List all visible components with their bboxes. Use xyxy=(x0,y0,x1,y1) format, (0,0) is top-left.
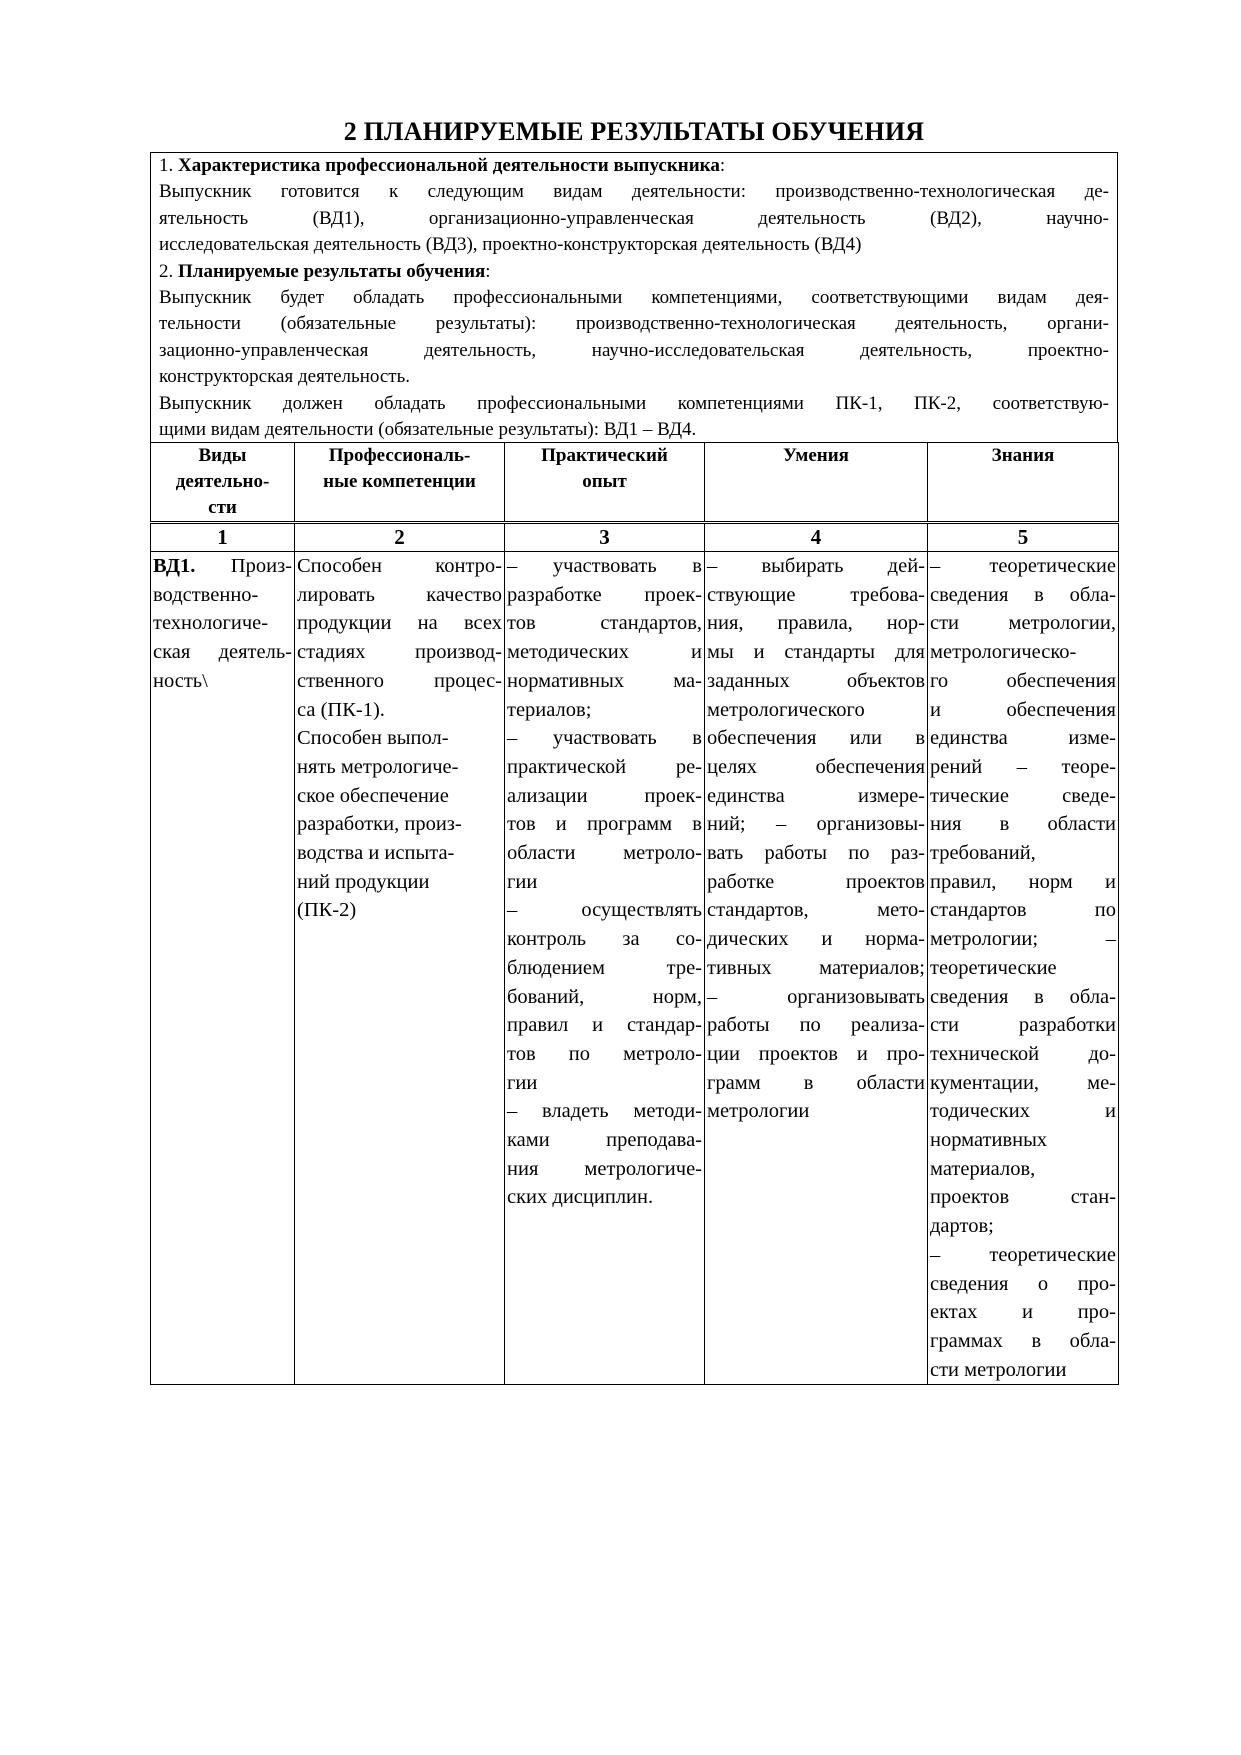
cell-line: метрологическо- xyxy=(930,641,1077,664)
cell-text: Произ- xyxy=(195,555,292,577)
cell-line: работке проектов xyxy=(707,870,925,893)
header-line: Виды xyxy=(198,445,247,466)
cell-line: – выбирать дей- xyxy=(707,555,925,577)
cell-line: нормативных xyxy=(930,1129,1048,1152)
cell-line: правил и стандар- xyxy=(507,1014,702,1037)
results-table-header xyxy=(150,442,1119,522)
cell-line: граммах в обла- xyxy=(930,1329,1116,1352)
section2-number: 2. xyxy=(159,260,178,282)
cell-line: ствующие требова- xyxy=(707,583,925,606)
cell-line: метрологии xyxy=(707,1100,810,1123)
cell-line: водства и испыта- xyxy=(297,842,455,865)
cell-line: продукции на всех xyxy=(297,612,502,635)
column-number: 5 xyxy=(928,524,1119,552)
cell-line: ками преподава- xyxy=(507,1129,702,1152)
section2-heading-text: Планируемые результаты обучения xyxy=(178,260,486,282)
column-number: 1 xyxy=(151,524,295,552)
cell-line: лировать качество xyxy=(297,583,502,606)
section2-line: тельности (обязательные результаты): производственно-технологическая деятельность, органи- xyxy=(159,313,1109,335)
header-line: сти xyxy=(208,497,237,518)
results-table xyxy=(150,523,1119,1385)
cell-line: ских дисциплин. xyxy=(507,1186,654,1209)
cell-line: ния в области xyxy=(930,813,1116,836)
section2-heading xyxy=(159,259,1109,285)
section1-line: ятельность (ВД1), организационно-управленческая деятельность (ВД2), научно- xyxy=(159,207,1109,229)
cell-line: ская деятель- xyxy=(153,641,292,664)
colon: : xyxy=(485,260,491,282)
cell-line: дических и норма- xyxy=(707,928,925,951)
cell-line: стадиях производ- xyxy=(297,641,502,664)
cell-line: гии xyxy=(507,1071,538,1094)
section2-line: щими видам деятельности (обязательные результаты): ВД1 – ВД4. xyxy=(159,419,697,441)
cell-line: ний; – организовы- xyxy=(707,813,925,836)
cell-line: ции проектов и про- xyxy=(707,1042,925,1065)
cell-competencies xyxy=(295,552,505,1385)
activity-code: ВД1. xyxy=(153,555,196,577)
cell-line: териалов; xyxy=(507,698,592,721)
cell-line: блюдением тре- xyxy=(507,956,702,979)
cell-line: области метроло- xyxy=(507,842,702,865)
cell-line: единства измере- xyxy=(707,784,925,807)
cell-skills xyxy=(705,552,928,1385)
cell-line: тические сведе- xyxy=(930,784,1116,807)
cell-line: правил, норм и xyxy=(930,870,1116,893)
cell-line: сведения о про- xyxy=(930,1272,1116,1295)
cell-line: гии xyxy=(507,870,538,893)
cell-line: тов и программ в xyxy=(507,813,702,836)
cell-line: ственного процес- xyxy=(297,669,502,692)
cell-line: проектов стан- xyxy=(930,1186,1116,1209)
section2-line: Выпускник должен обладать профессиональными компетенциями ПК-1, ПК-2, соответствую- xyxy=(159,392,1109,414)
header-practical-experience xyxy=(505,443,705,522)
cell-line: (ПК-2) xyxy=(297,899,357,922)
cell-line: требований, xyxy=(930,842,1036,865)
cell-line: – осуществлять xyxy=(507,899,702,922)
cell-line: метрологии; – xyxy=(930,928,1116,951)
cell-line: целях обеспечения xyxy=(707,755,925,778)
section2-line: Выпускник будет обладать профессиональными компетенциями, соответствующими видам дея- xyxy=(159,287,1109,309)
cell-line: са (ПК-1). xyxy=(297,698,385,721)
cell-line: разработке проек- xyxy=(507,583,702,606)
cell-line: теоретические xyxy=(930,956,1057,979)
cell-line: – теоретические xyxy=(930,1243,1116,1266)
cell-line: нять метрологиче- xyxy=(297,755,459,778)
cell-line: вать работы по раз- xyxy=(707,842,925,865)
cell-line: ний продукции xyxy=(297,870,430,893)
cell-line: стандартов, мето- xyxy=(707,899,925,922)
section2-line: зационно-управленческая деятельность, научно-исследовательская деятельность, проектно- xyxy=(159,339,1109,361)
cell-line: технологиче- xyxy=(153,612,269,635)
column-number: 3 xyxy=(505,524,705,552)
cell-line: методических и xyxy=(507,641,702,664)
cell-line: сти метрологии, xyxy=(930,612,1116,635)
cell-line: и обеспечения xyxy=(930,698,1116,721)
cell-line: ектах и про- xyxy=(930,1301,1116,1324)
cell-activity-type xyxy=(151,552,295,1385)
cell-line: технической до- xyxy=(930,1042,1116,1065)
cell-line: ность\ xyxy=(153,669,208,692)
cell-line: сведения в обла- xyxy=(930,583,1116,606)
cell-line: ализации проек- xyxy=(507,784,702,807)
header-knowledge xyxy=(928,443,1119,522)
cell-line: Способен выпол- xyxy=(297,727,449,750)
cell-line: рений – теоре- xyxy=(930,755,1116,778)
header-line: опыт xyxy=(582,471,627,492)
cell-line: сведения в обла- xyxy=(930,985,1116,1008)
cell-line: мы и стандарты для xyxy=(707,641,925,664)
cell-line: практической ре- xyxy=(507,755,702,778)
cell-line: тодических и xyxy=(930,1100,1116,1123)
cell-line: контроль за со- xyxy=(507,928,702,951)
cell-line: – организовывать xyxy=(707,985,925,1008)
cell-line: работы по реализа- xyxy=(707,1014,925,1037)
section1-line: исследовательская деятельность (ВД3), проектно-конструкторская деятельность (ВД4) xyxy=(159,234,862,256)
intro-box xyxy=(150,152,1118,443)
cell-line: нормативных ма- xyxy=(507,669,702,692)
header-line: Знания xyxy=(991,445,1055,466)
cell-practical-experience xyxy=(505,552,705,1385)
cell-line: материалов, xyxy=(930,1157,1036,1180)
cell-line: – теоретические xyxy=(930,555,1116,577)
header-line: деятельно- xyxy=(175,471,270,492)
cell-line: – участвовать в xyxy=(507,727,702,750)
page-title: 2 ПЛАНИРУЕМЫЕ РЕЗУЛЬТАТЫ ОБУЧЕНИЯ xyxy=(343,117,925,146)
section1-line: Выпускник готовится к следующим видам деятельности: производственно-технологическая де- xyxy=(159,181,1109,203)
cell-line: тов стандартов, xyxy=(507,612,702,635)
header-skills xyxy=(705,443,928,522)
cell-line: сти метрологии xyxy=(930,1358,1067,1381)
column-number: 4 xyxy=(705,524,928,552)
cell-line: кументации, ме- xyxy=(930,1071,1116,1094)
header-activity-types xyxy=(151,443,295,522)
cell-line: го обеспечения xyxy=(930,669,1116,692)
table-row xyxy=(151,552,1119,1385)
cell-line: разработки, произ- xyxy=(297,813,462,836)
column-number-row xyxy=(151,524,1119,552)
cell-line: тов по метроло- xyxy=(507,1042,702,1065)
column-number: 2 xyxy=(295,524,505,552)
header-competencies xyxy=(295,443,505,522)
colon: : xyxy=(719,155,726,176)
header-line: Практический xyxy=(541,445,668,466)
header-line: Профессиональ- xyxy=(328,445,471,466)
cell-line: – участвовать в xyxy=(507,555,702,577)
cell-line: заданных объектов xyxy=(707,669,925,692)
cell-line: обеспечения или в xyxy=(707,727,925,750)
cell-line: – владеть методи- xyxy=(507,1100,702,1123)
cell-line: стандартов по xyxy=(930,899,1116,922)
cell-line: грамм в области xyxy=(707,1071,925,1094)
cell-knowledge xyxy=(928,552,1119,1385)
header-line: ные компетенции xyxy=(323,471,476,492)
header-line: Умения xyxy=(783,445,849,466)
cell-line: дартов; xyxy=(930,1215,994,1238)
cell-line: ское обеспечение xyxy=(297,784,449,807)
cell-line: тивных материалов; xyxy=(707,956,925,979)
cell-line: ния, правила, нор- xyxy=(707,612,925,635)
cell-line: ния метрологиче- xyxy=(507,1157,702,1180)
cell-line: водственно- xyxy=(153,583,259,606)
cell-line: единства изме- xyxy=(930,727,1116,750)
section1-heading xyxy=(159,153,1109,179)
section2-line: конструкторская деятельность. xyxy=(159,366,410,388)
section1-heading-text: Характеристика профессиональной деятельности выпускника xyxy=(178,155,720,176)
cell-line: бований, норм, xyxy=(507,985,702,1008)
cell-line: сти разработки xyxy=(930,1014,1116,1037)
cell-line: метрологического xyxy=(707,698,865,721)
cell-line: Способен контро- xyxy=(297,555,502,577)
section1-number: 1. xyxy=(159,155,178,176)
